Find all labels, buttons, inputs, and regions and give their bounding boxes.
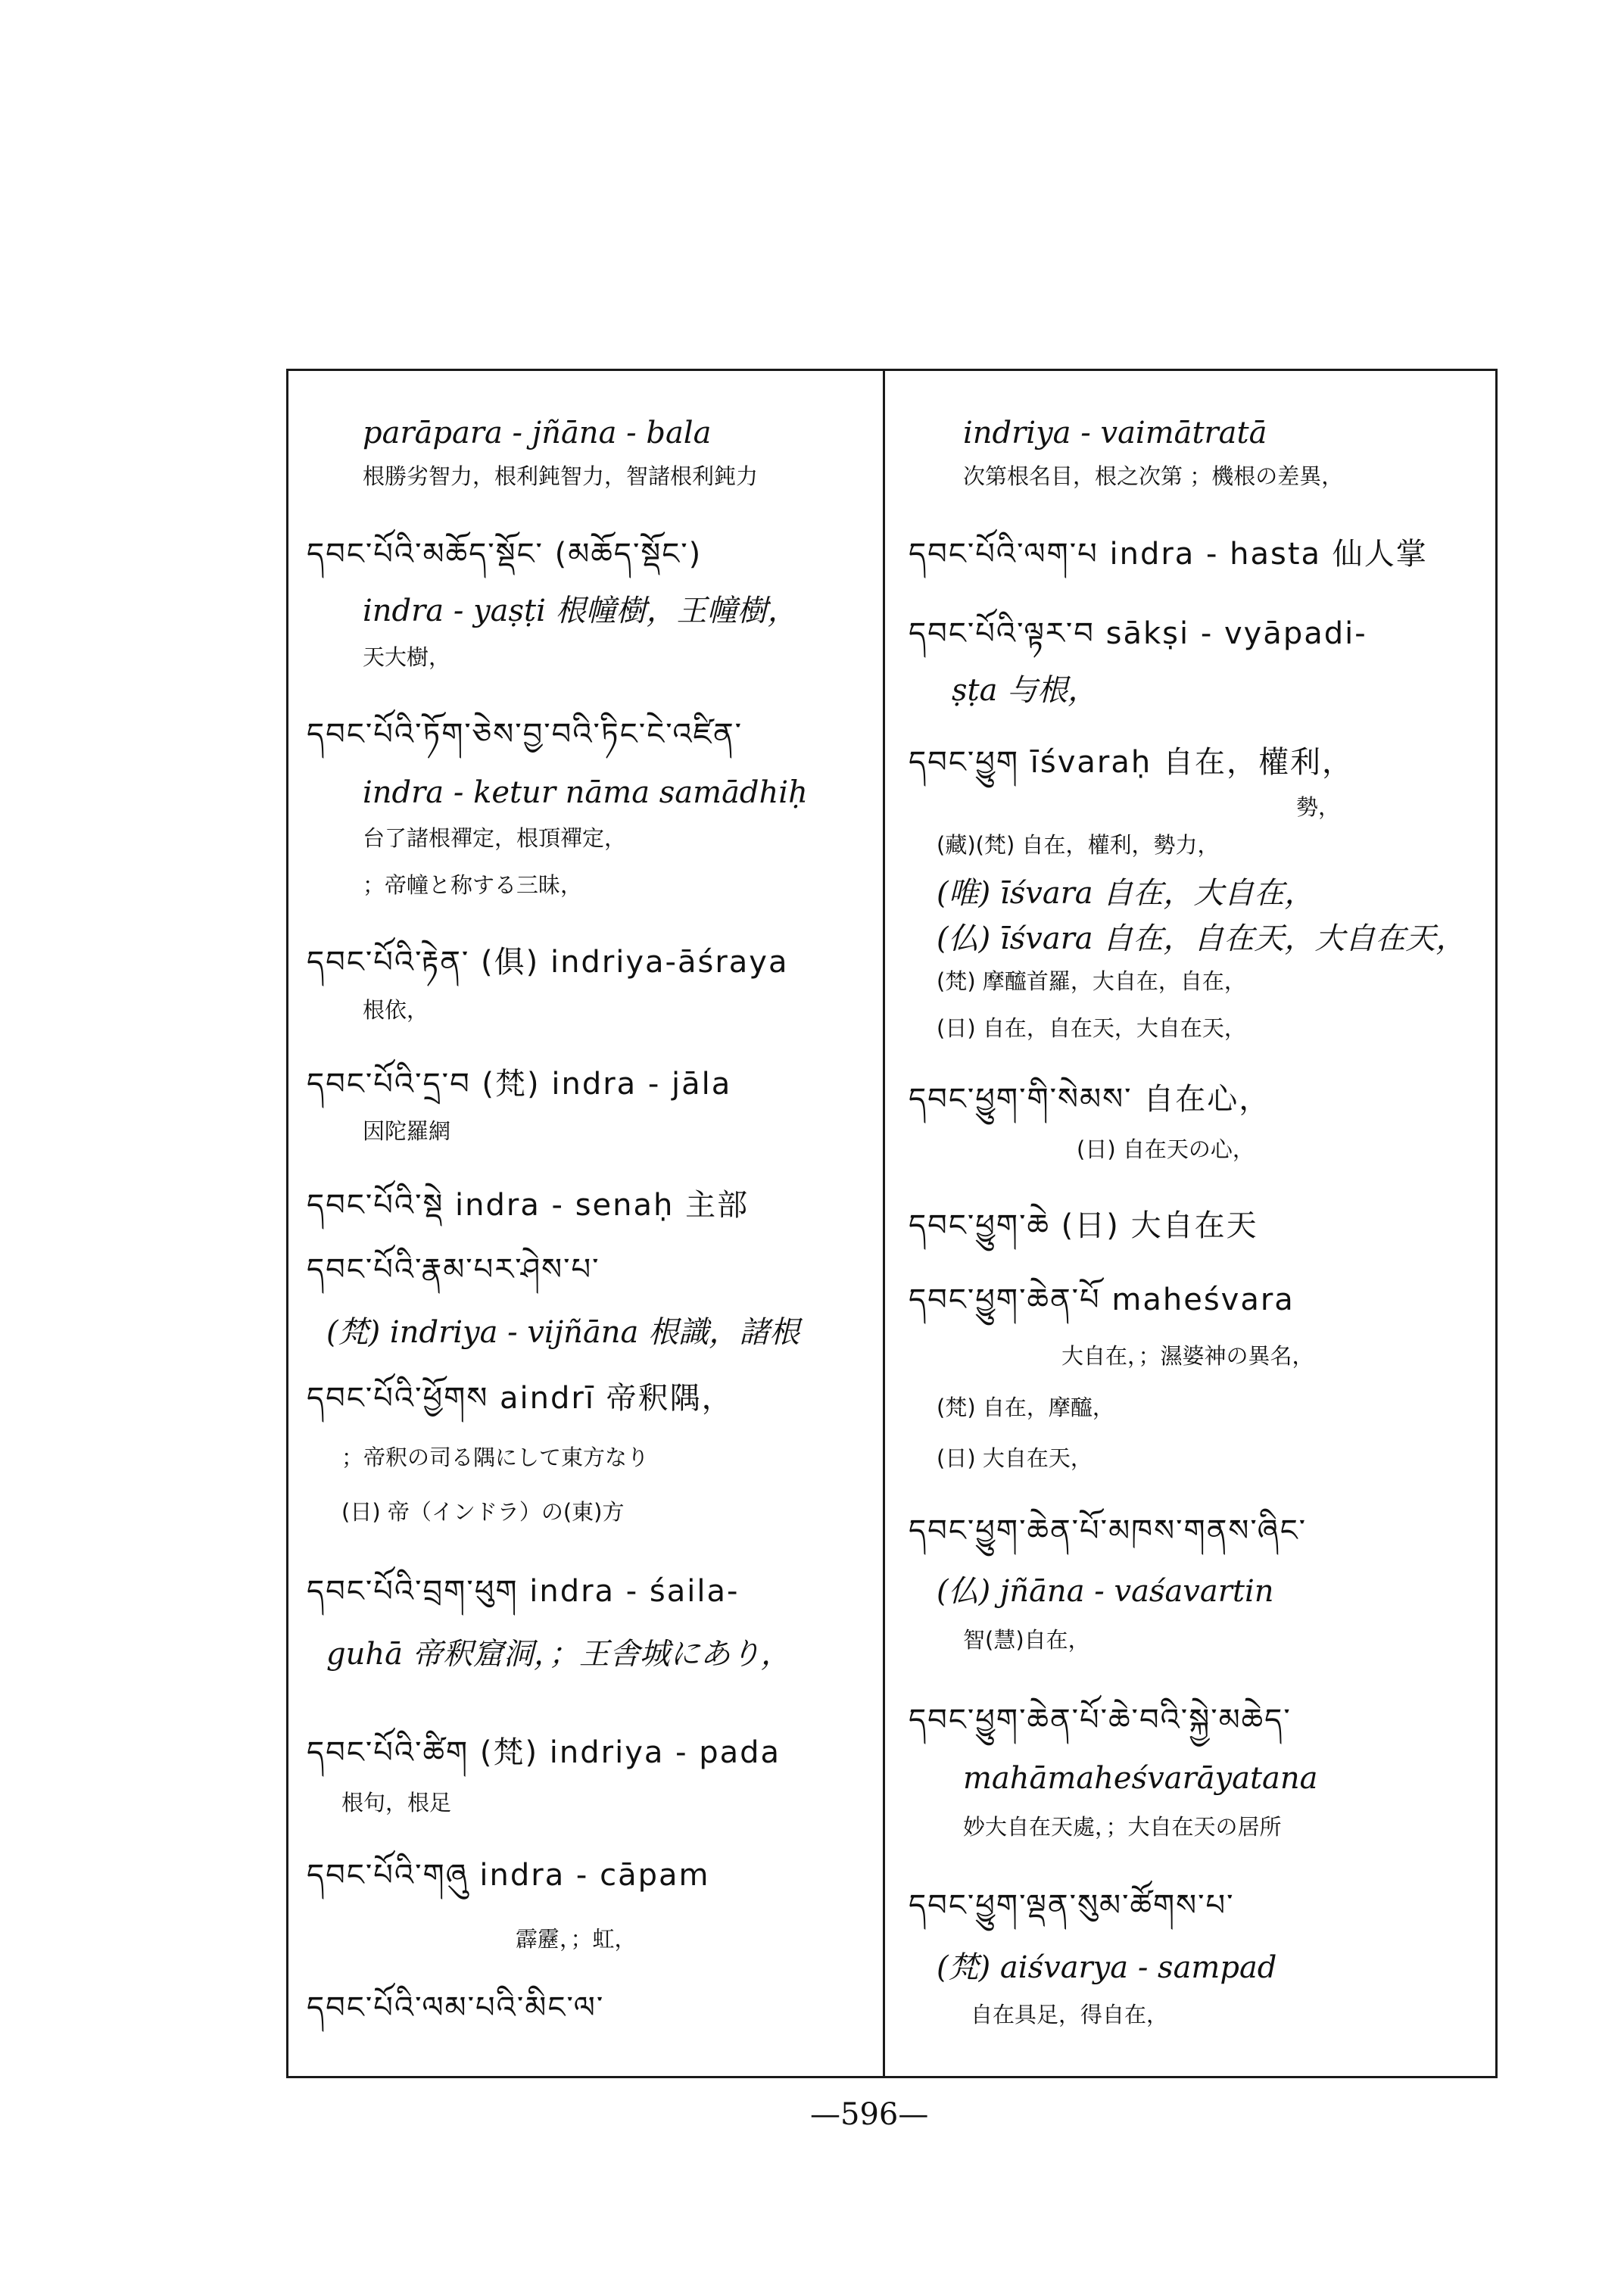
entry-line: དབང་པོའི་ཚིག (梵) indriya - pada (307, 1735, 781, 1770)
entry-line: དབང་པོའི་མཆོད་སྡོང་ (མཆོད་སྡོང་) (307, 537, 703, 572)
entry-line: (梵) 摩醯首羅，大自在，自在， (937, 968, 1246, 994)
page-number: —596— (810, 2097, 929, 2132)
entry-line: 智(慧)自在， (963, 1627, 1090, 1653)
entry-line: 台了諸根禪定，根頂禪定， (363, 825, 627, 851)
entry-line: 霹靂，；虹， (516, 1926, 637, 1952)
entry-line: དབང་པོའི་ལག་པ indra - hasta 仙人掌 (909, 537, 1428, 572)
entry-line: དབང་པོའི་རྣམ་པར་ཤེས་པ་ (307, 1252, 600, 1287)
entry-line: དབང་ཕྱུག īśvaraḥ 自在，權利， (909, 745, 1354, 780)
entry-line: དབང་པོའི་རྟེན་ (俱) indriya-āśraya (307, 945, 789, 980)
entry-line: 自在具足，得自在， (971, 2002, 1169, 2028)
entry-line: mahāmaheśvarāyatana (963, 1761, 1318, 1796)
entry-line: parāpara - jñāna - bala (363, 416, 712, 450)
entry-line: (藏)(梵) 自在，權利，勢力， (937, 832, 1220, 858)
entry-line: དབང་པོའི་གཞུ indra - cāpam (307, 1858, 710, 1893)
left-column (288, 369, 881, 2078)
entry-line: དབང་པོའི་བྲག་ཕུག indra - śaila- (307, 1574, 740, 1609)
entry-line: 根句，根足 (341, 1790, 452, 1816)
entry-line: 大自在，；濕婆神の異名， (1061, 1343, 1314, 1369)
entry-line: (梵) aiśvarya - sampad (937, 1950, 1277, 1985)
entry-line: དབང་ཕྱུག་ཆེ (日) 大自在天 (909, 1208, 1258, 1243)
entry-line: དབང་པོའི་ལྟར་བ sākṣi - vyāpadi- (909, 616, 1367, 651)
column-divider (883, 369, 885, 2078)
entry-line: (日) 帝（インドラ）の(東)方 (341, 1499, 625, 1525)
entry-line: indra - ketur nāma samādhiḥ (363, 775, 808, 810)
entry-line: 根依， (363, 997, 429, 1023)
entry-line: (日) 自在天の心， (1077, 1136, 1255, 1162)
entry-line: དབང་པོའི་ཕྱོགས aindrī 帝釈隅， (307, 1381, 734, 1416)
entry-line: དབང་པོའི་ཏོག་ཅེས་བྱ་བའི་ཏིང་ངེ་འཛིན་ (307, 717, 743, 752)
entry-line: དབང་པོའི་སྡེ indra - senaḥ 主部 (307, 1188, 750, 1223)
entry-line: (仏) jñāna - vaśavartin (937, 1574, 1274, 1609)
right-column (887, 369, 1495, 2078)
entry-line: ；帝幢と称する三昧， (363, 872, 583, 898)
entry-line: དབང་ཕྱུག་གི་སེམས་ 自在心， (909, 1082, 1271, 1117)
entry-line: དབང་ཕྱུག་ཆེན་པོ་མཁས་གནས་ཞིང་ (909, 1513, 1308, 1548)
entry-line: 根勝劣智力，根利鈍智力，智諸根利鈍力 (363, 463, 759, 489)
entry-line: 勢， (1296, 794, 1341, 820)
entry-line: དབང་པོའི་ལམ་པའི་མིང་ལ་ (307, 1990, 605, 2025)
entry-line: 因陀羅網 (363, 1118, 451, 1144)
entry-line: 次第根名目，根之次第 ；機根の差異， (963, 463, 1344, 489)
entry-line: དབང་ཕྱུག་ཆེན་པོ maheśvara (909, 1283, 1295, 1317)
entry-line: དབང་ཕྱུག་ཆེན་པོ་ཆེ་བའི་སྐྱེ་མཆེད་ (909, 1703, 1292, 1738)
entry-line: (梵) 自在，摩醯， (937, 1395, 1114, 1420)
entry-line: (日) 自在，自在天，大自在天， (937, 1015, 1246, 1041)
entry-line: (梵) indriya - vijñāna 根識，諸根 (326, 1315, 800, 1350)
entry-line: ；帝釈の司る隅にして東方なり (341, 1445, 650, 1470)
entry-line: guhā 帝釈窟洞，；王舎城にあり， (326, 1637, 791, 1672)
entry-line: indriya - vaimātratā (963, 416, 1267, 450)
entry-line: 妙大自在天處，；大自在天の居所 (963, 1814, 1282, 1840)
entry-line: (唯) īśvara 自在，大自在， (937, 876, 1315, 911)
entry-line: དབང་ཕྱུག་ལྡན་སུམ་ཚོགས་པ་ (909, 1888, 1235, 1923)
entry-line: (仏) īśvara 自在，自在天，大自在天， (937, 921, 1467, 956)
entry-line: ṣṭa 与根， (952, 673, 1099, 708)
entry-line: 天大樹， (363, 644, 451, 670)
entry-line: indra - yaṣṭi 根幢樹，王幢樹， (363, 594, 798, 628)
entry-line: དབང་པོའི་དྲ་བ (梵) indra - jāla (307, 1067, 732, 1102)
entry-line: (日) 大自在天， (937, 1445, 1093, 1471)
